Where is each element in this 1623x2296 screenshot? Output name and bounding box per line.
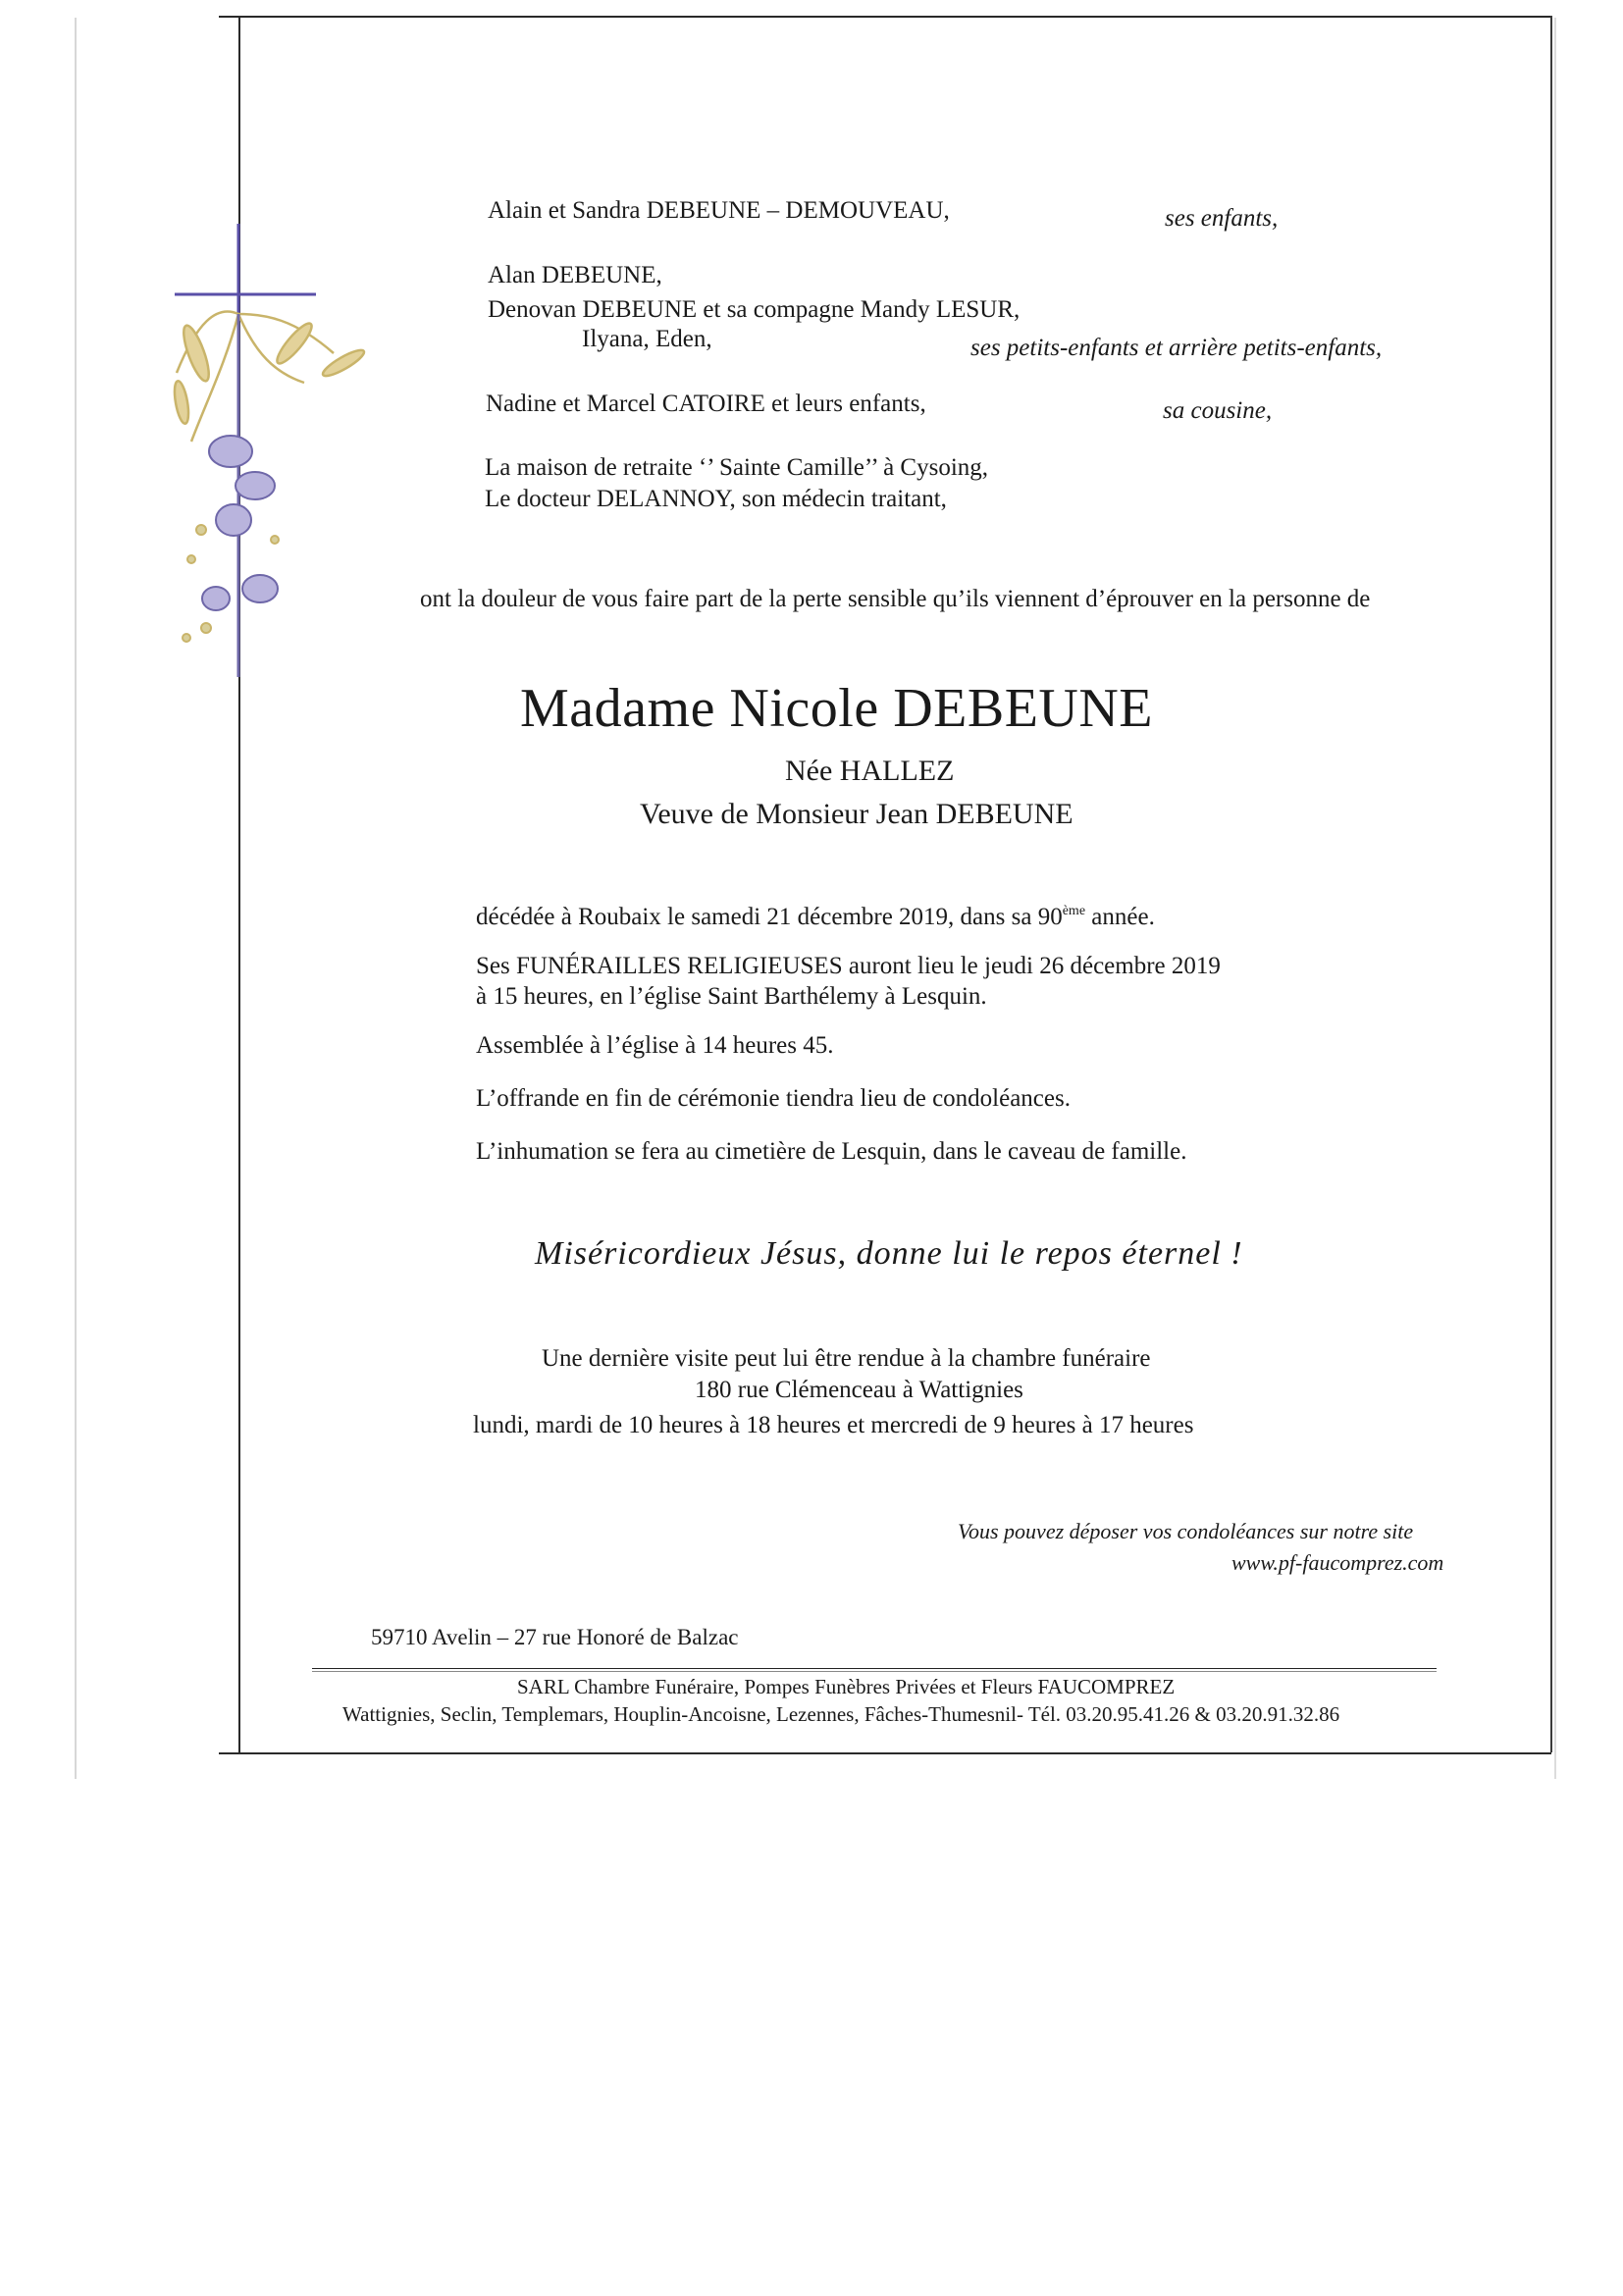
visit-line-3: lundi, mardi de 10 heures à 18 heures et mercredi de 9 heures à 17 heures xyxy=(473,1412,1194,1438)
death-details-text: décédée à Roubaix le samedi 21 décembre 2019, dans sa 90 xyxy=(476,904,1063,930)
doctor: Le docteur DELANNOY, son médecin traitant, xyxy=(485,486,947,512)
frame-top-line xyxy=(219,16,1551,18)
announcement-text: ont la douleur de vous faire part de la perte sensible qu’ils viennent d’éprouver en la personne de xyxy=(420,586,1371,612)
cousin-names: Nadine et Marcel CATOIRE et leurs enfants, xyxy=(486,391,926,417)
footer-divider xyxy=(312,1668,1437,1669)
death-details-suffix: année. xyxy=(1085,904,1155,930)
frame-right-line xyxy=(1550,16,1552,1752)
cross-icon xyxy=(175,224,316,314)
offering-note: L’offrande en fin de cérémonie tiendra lieu de condoléances. xyxy=(476,1085,1071,1112)
page-edge-left xyxy=(75,18,77,1779)
death-details-superscript: ème xyxy=(1062,904,1086,918)
funeral-line-1: Ses FUNÉRAILLES RELIGIEUSES auront lieu le jeudi 26 décembre 2019 xyxy=(476,953,1221,979)
death-details xyxy=(476,897,1155,932)
children-names: Alain et Sandra DEBEUNE – DEMOUVEAU, xyxy=(488,197,950,224)
great-grandchildren: Ilyana, Eden, xyxy=(582,326,712,352)
wheat-icon xyxy=(172,312,367,443)
maiden-name: Née HALLEZ xyxy=(785,755,955,787)
cousin-role: sa cousine, xyxy=(1163,397,1273,424)
burial-note: L’inhumation se fera au cimetière de Lesquin, dans le caveau de famille. xyxy=(476,1138,1187,1165)
condolences-text: Vous pouvez déposer vos condoléances sur notre site xyxy=(958,1519,1414,1543)
prayer-text: Miséricordieux Jésus, donne lui le repos éternel ! xyxy=(535,1235,1243,1272)
cross-wheat-flowers-illustration xyxy=(147,206,402,697)
retirement-home: La maison de retraite ‘’ Sainte Camille’’ à Cysoing, xyxy=(485,454,989,481)
page-edge-right xyxy=(1554,18,1556,1779)
assembly-time: Assemblée à l’église à 14 heures 45. xyxy=(476,1032,834,1059)
children-role: ses enfants, xyxy=(1165,205,1279,232)
condolences-website-link[interactable]: www.pf-faucomprez.com xyxy=(1231,1550,1444,1575)
widow-of: Veuve de Monsieur Jean DEBEUNE xyxy=(640,798,1073,830)
visit-line-1: Une dernière visite peut lui être rendue à la chambre funéraire xyxy=(542,1345,1151,1372)
grandchild-1: Alan DEBEUNE, xyxy=(488,262,662,288)
deceased-name: Madame Nicole DEBEUNE xyxy=(520,678,1153,739)
address: 59710 Avelin – 27 rue Honoré de Balzac xyxy=(371,1625,739,1649)
grandchildren-role: ses petits-enfants et arrière petits-enfants, xyxy=(970,335,1383,361)
frame-bottom-line xyxy=(219,1752,1551,1754)
footer-company: SARL Chambre Funéraire, Pompes Funèbres Privées et Fleurs FAUCOMPREZ xyxy=(517,1675,1176,1698)
footer-locations: Wattignies, Seclin, Templemars, Houplin-Ancoisne, Lezennes, Fâches-Thumesnil- Tél. 03.20.95.41.26 & 03.20.91.32.86 xyxy=(342,1702,1340,1726)
footer-divider-shadow xyxy=(312,1671,1437,1672)
grandchild-2: Denovan DEBEUNE et sa compagne Mandy LESUR, xyxy=(488,296,1021,323)
visit-line-2: 180 rue Clémenceau à Wattignies xyxy=(695,1377,1023,1403)
funeral-line-2: à 15 heures, en l’église Saint Barthélemy à Lesquin. xyxy=(476,983,987,1010)
